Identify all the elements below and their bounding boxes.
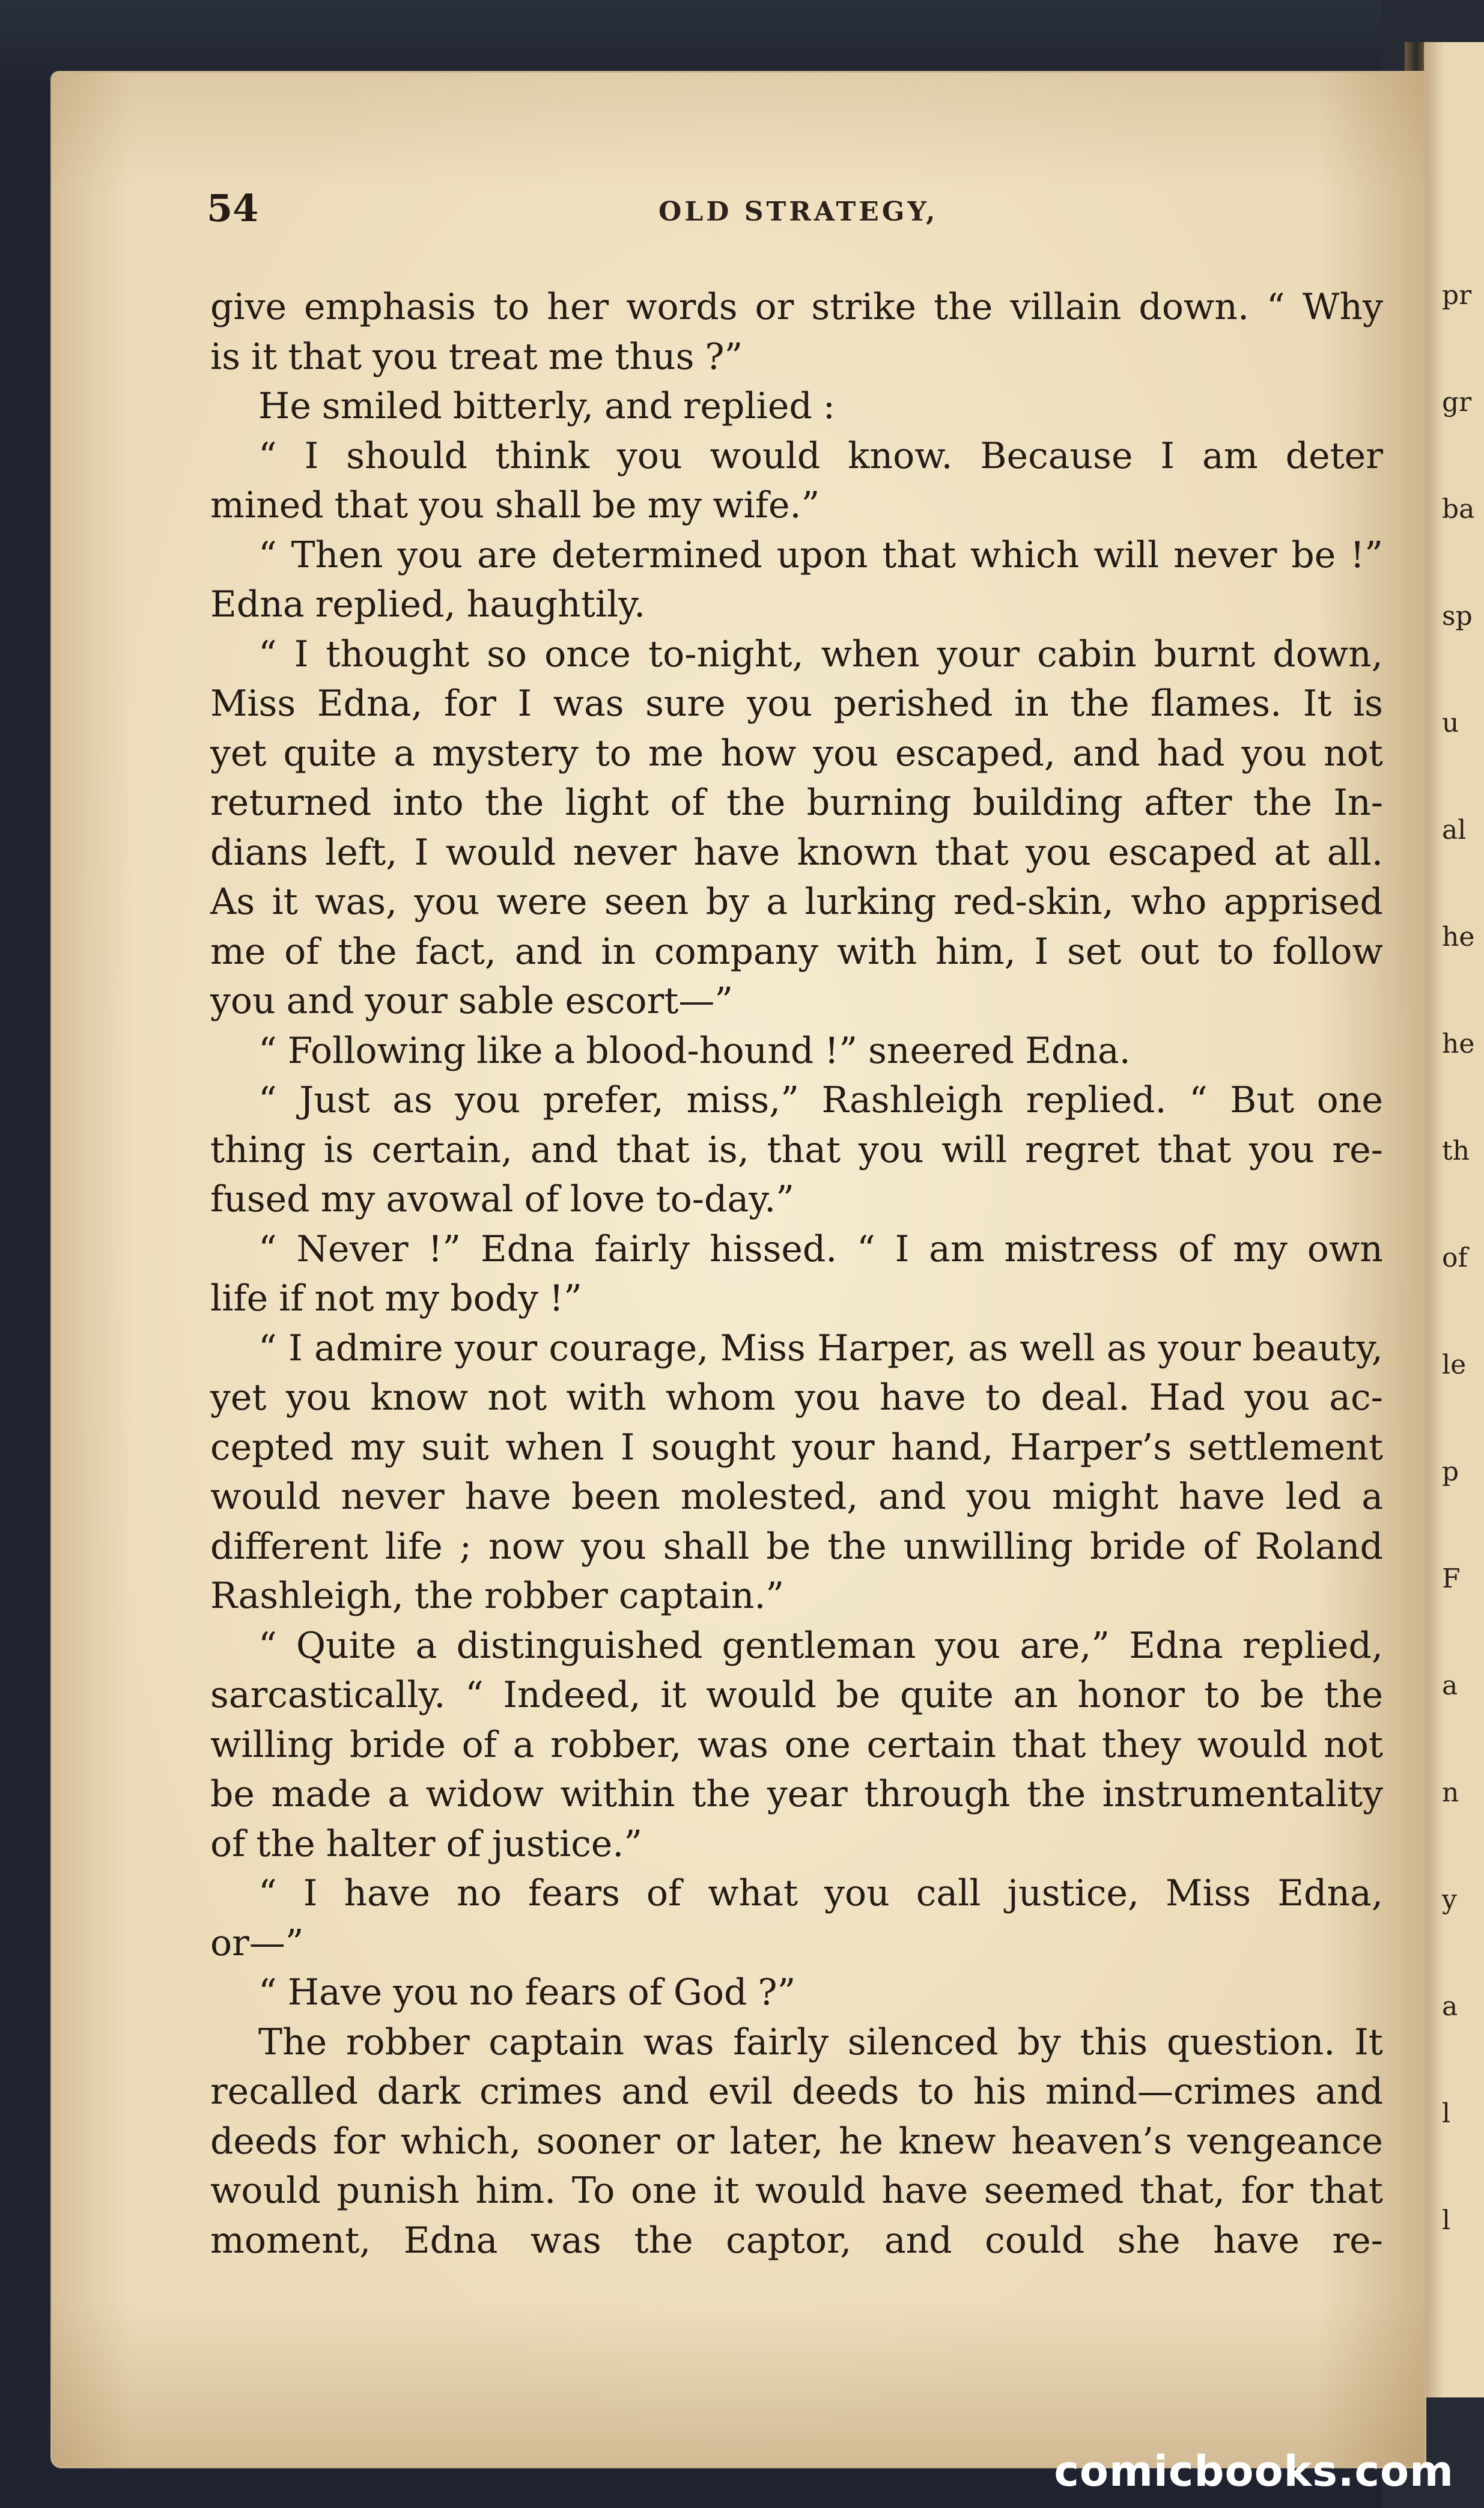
facing-page-fragment: gr	[1442, 387, 1472, 418]
text-line: deeds for which, sooner or later, he knew heaven’s vengeance	[210, 2120, 1383, 2163]
text-line: be made a widow within the year through the instrumentality	[210, 1773, 1383, 1815]
text-line: yet quite a mystery to me how you escaped, and had you not	[210, 732, 1383, 775]
body-text	[210, 282, 1383, 2265]
facing-page-fragment: y	[1442, 1884, 1457, 1915]
text-line: “ I admire your courage, Miss Harper, as well as your beauty,	[258, 1327, 1383, 1369]
facing-page-fragment: al	[1442, 815, 1467, 845]
text-line: would never have been molested, and you might have led a	[210, 1476, 1383, 1518]
facing-page-fragment: a	[1442, 1991, 1458, 2022]
text-line: would punish him. To one it would have seemed that, for that	[210, 2170, 1383, 2212]
text-line: is it that you treat me thus ?”	[210, 335, 743, 378]
text-line: “ I have no fears of what you call justice, Miss Edna,	[258, 1872, 1383, 1914]
text-line: “ Just as you prefer, miss,” Rashleigh replied. “ But one	[258, 1079, 1383, 1121]
text-line: different life ; now you shall be the unwilling bride of Roland	[210, 1525, 1383, 1568]
text-line: Rashleigh, the robber captain.”	[210, 1575, 785, 1617]
text-line: “ Never !” Edna fairly hissed. “ I am mistress of my own	[258, 1228, 1383, 1270]
text-line: “ I thought so once to-night, when your cabin burnt down,	[258, 633, 1383, 675]
text-line: fused my avowal of love to-day.”	[210, 1178, 794, 1220]
text-line: “ Then you are determined upon that which will never be !”	[258, 534, 1383, 576]
watermark: comicbooks.com	[1054, 2447, 1454, 2496]
text-line: or—”	[210, 1922, 304, 1964]
text-line: willing bride of a robber, was one certain that they would not	[210, 1723, 1383, 1766]
facing-page-fragment: u	[1442, 708, 1459, 738]
text-line: of the halter of justice.”	[210, 1822, 643, 1865]
text-line: yet you know not with whom you have to deal. Had you ac-	[210, 1377, 1383, 1419]
facing-page-fragment: l	[1442, 2205, 1451, 2236]
facing-page-fragment: l	[1442, 2098, 1451, 2129]
text-line: Edna replied, haughtily.	[210, 583, 646, 625]
text-line: The robber captain was fairly silenced by this question. It	[258, 2021, 1383, 2063]
facing-page-fragment: he	[1442, 922, 1475, 952]
text-line: “ Quite a distinguished gentleman you are,” Edna replied,	[258, 1624, 1383, 1667]
running-head: OLD STRATEGY,	[658, 196, 938, 227]
text-line: give emphasis to her words or strike the villain down. “ Why	[210, 286, 1383, 328]
text-line: dians left, I would never have known that you escaped at all.	[210, 831, 1383, 874]
text-line: As it was, you were seen by a lurking red-skin, who apprised	[210, 881, 1383, 923]
text-line: Miss Edna, for I was sure you perished in the flames. It is	[210, 683, 1383, 725]
text-line: moment, Edna was the captor, and could she have re-	[210, 2219, 1383, 2262]
text-line: thing is certain, and that is, that you will regret that you re-	[210, 1128, 1383, 1171]
facing-page-fragment: ba	[1442, 494, 1475, 525]
text-line: “ Following like a blood-hound !” sneered Edna.	[258, 1029, 1131, 1072]
facing-page-fragment: of	[1442, 1243, 1468, 1273]
text-line: He smiled bitterly, and replied :	[258, 385, 835, 427]
text-line: recalled dark crimes and evil deeds to his mind—crimes and	[210, 2071, 1383, 2113]
text-line: “ Have you no fears of God ?”	[258, 1971, 796, 2013]
facing-page-fragment: p	[1442, 1456, 1459, 1487]
facing-page-fragment: pr	[1442, 280, 1472, 311]
text-line: mined that you shall be my wife.”	[210, 484, 820, 526]
facing-page-fragment: he	[1442, 1029, 1475, 1059]
facing-page-fragment: n	[1442, 1777, 1459, 1808]
facing-page-fragment: sp	[1442, 601, 1473, 632]
text-line: cepted my suit when I sought your hand, Harper’s settlement	[210, 1426, 1383, 1469]
text-line: sarcastically. “ Indeed, it would be quite an honor to be the	[210, 1674, 1383, 1716]
facing-page-fragment: th	[1442, 1136, 1470, 1166]
text-line: returned into the light of the burning building after the In-	[210, 782, 1383, 824]
text-line: life if not my body !”	[210, 1277, 582, 1319]
text-line: you and your sable escort—”	[210, 980, 734, 1022]
facing-page-fragment: a	[1442, 1670, 1458, 1701]
facing-page-fragment: F	[1442, 1563, 1461, 1594]
text-line: “ I should think you would know. Because I am deter	[258, 434, 1383, 477]
text-line: me of the fact, and in company with him, I set out to follow	[210, 930, 1383, 973]
page-number: 54	[207, 186, 259, 230]
facing-page-fragment: le	[1442, 1350, 1467, 1380]
